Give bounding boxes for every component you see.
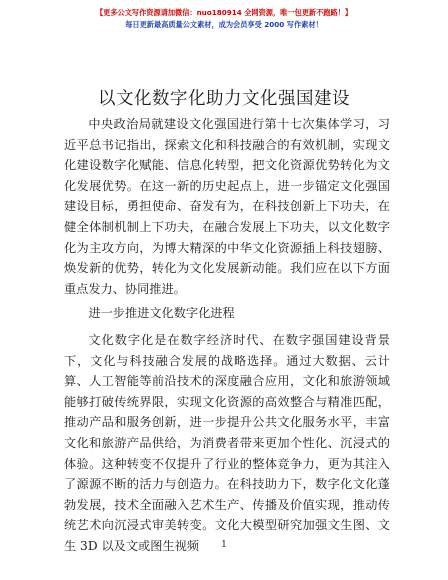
paragraph-intro: 中央政治局就建设文化强国进行第十七次集体学习，习近平总书记指出，探索文化和科技融合的有效机制，实现文化建设数字化赋能、信息化转型，把文化资源优势转化为文化发展优势。在这一新的历史起点上，进一步锚定文化强国建设目标，勇担使命、奋发有为，在科技创新上下功夫，在健全体制机制上下功夫，在融合发展上下功夫，以文化数字化为主攻方向，为博大精深的中华文化资源插上科技翅膀、焕发新的优势，转化为文化发展新动能。我们应在以下方面重点发力、协同推进。 — [64, 117, 390, 296]
promo-line-1: 【更多公文写作资源请加微信：nuo180914 全网资源，唯一包更新不跑路！】 — [95, 8, 353, 17]
paragraph-section-1: 文化数字化是在数字经济时代、在数字强国建设背景下，文化与科技融合发展的战略选择。通过大数据、云计算、人工智能等前沿技术的深度融合应用，文化和旅游领域能够打破传统界限，实现文化资源的高效整合与精准匹配，推动产品和服务创新，进一步提升公共文化服务水平，丰富文化和旅游产品供给，为消费者带来更加个性化、沉浸式的体验。这种转变不仅提升了行业的整体竞争力，更为其注入了源源不断的活力与创造力。在科技助力下，数字化文化蓬勃发展，技术全面融入艺术生产、传播及价值实现，推动传统艺术向沉浸式审美转变。文化大模型研究加强文生图、文生 3D 以及文或图生视频 — [64, 332, 390, 553]
page-number: 1 — [221, 540, 227, 550]
document-body — [64, 114, 390, 556]
section-heading: 进一步推进文化数字化进程 — [88, 306, 235, 321]
document-title: 以文化数字化助力文化强国建设 — [98, 89, 350, 109]
promo-banner — [0, 7, 448, 31]
promo-line-2: 每日更新最高质量公文素材，成为会员享受 2000 写作素材！ — [125, 20, 323, 29]
